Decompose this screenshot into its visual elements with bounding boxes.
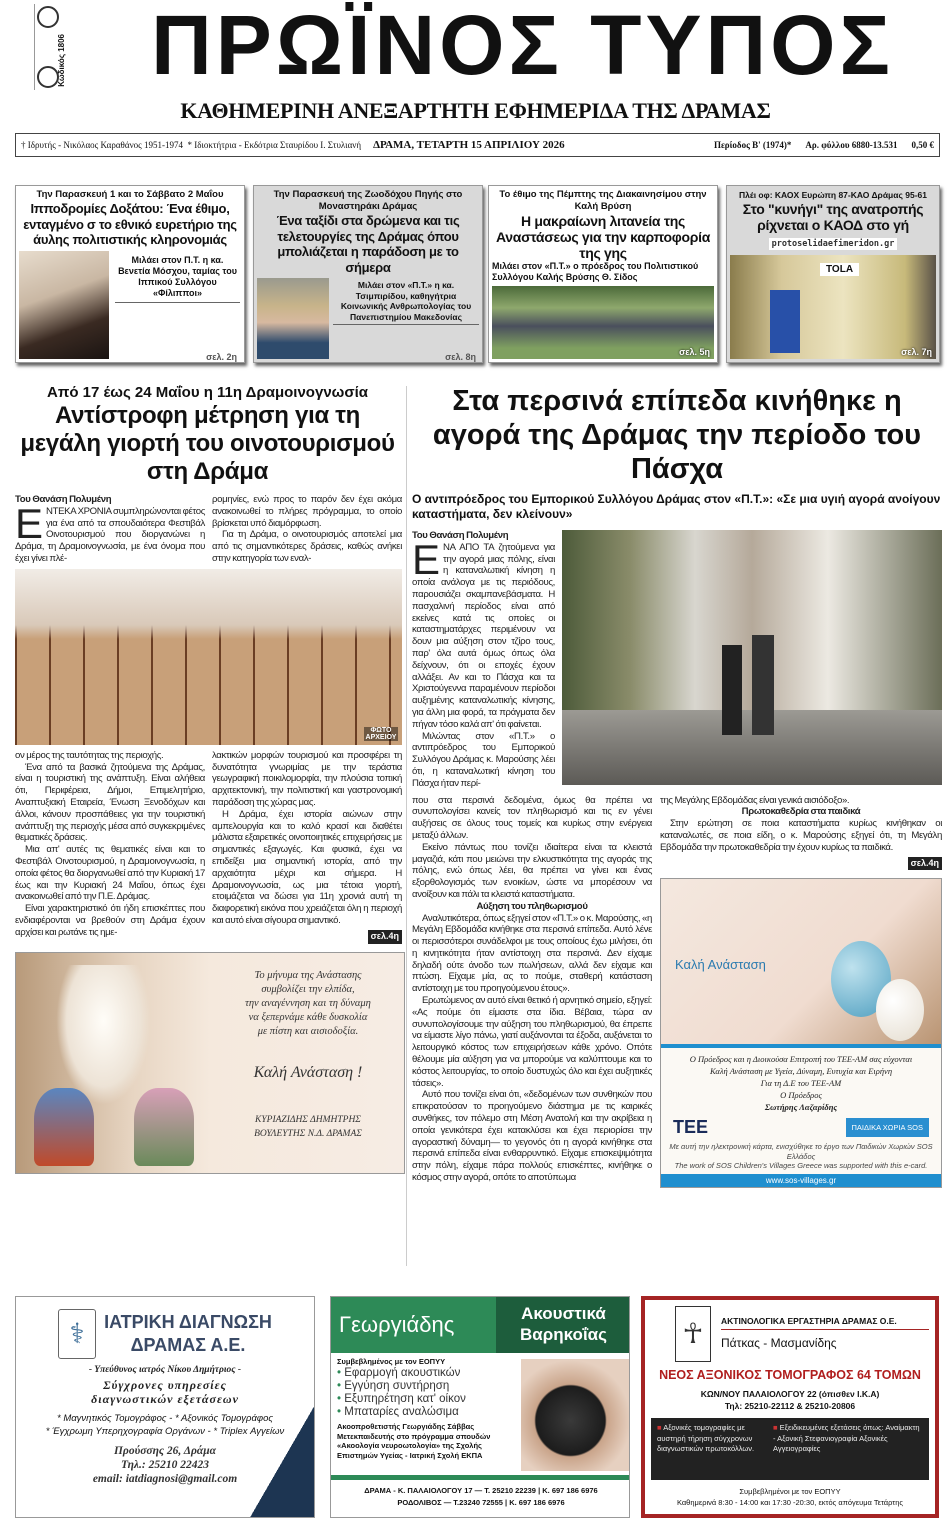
wine-article: [10, 384, 405, 1174]
resurrection-icon-image: [56, 965, 151, 1105]
photo-credit: ΦΩΤΟ ΑΡΧΕΙΟΥ: [365, 726, 397, 741]
ad-text: Καλή Ανάσταση με Υγεία, Δύναμη, Ευτυχία και Ειρήνη: [709, 1066, 893, 1077]
paragraph: Είναι χαρακτηριστικό ότι ήδη επισκέπτες που ενδιαφέρονται να βρεθούν στη Δράμα έχουν αρχίσει και ρωτάνε τις ημε-: [15, 903, 205, 938]
teaser-kaod[interactable]: [726, 185, 940, 363]
ad-phone: Τηλ: 25210-22112 & 25210-20806: [724, 1401, 856, 1411]
teaser-kicker: Πλέι οφ: ΚΑΟΧ Ευρώπη 87-ΚΑΟ Δράμας 95-61: [739, 190, 927, 200]
card-line: να ξεπερνάμε κάθε δυσκολία: [248, 1011, 368, 1023]
paragraph: Αυτό που τονίζει είναι ότι, «δεδομένων των συνθηκών που επικρατούσαν το προηγούμενο διάστημα με τις καιρικές συνθήκες, τον πόλεμο στη Μέση Ανατολή και την ακρίβεια η οποία γενικότερα έχει κατακλύσει και έχει περιορίσει την αγοραστική δύναμη— το γεγονός ότι η αγορά κινήθηκε στα περσινά επίπεδα είναι ενθαρρυντικό. Είχαμε επισκεψιμότητα στην πόλη, είχαμε πάρα πολλούς επισκέπτες, κινήθηκε ο κόσμος στην αγορά, οπότε το αποτύπωμα: [412, 1089, 652, 1184]
teaser-page: σελ. 8η: [445, 352, 476, 362]
paragraph: της Μεγάλης Εβδομάδας είναι γενικά αισιόδοξο».: [660, 794, 850, 806]
paragraph: ΝΤΕΚΑ ΧΡΟΝΙΑ συμπληρώνονται φέτος για ένα από τα σπουδαιότερα Φεστιβάλ Οινοτουρισμού που διοργανώνει η Δράμα, τη Δραμοινογνωσία, με ένα όνομα που έχει γίνει πλέ-: [15, 505, 205, 564]
paragraph: Εκείνο πάντως που τονίζει ιδιαίτερα είναι τα κλειστά μαγαζιά, κάτι που μειώνει την ελκυστικότητα της αγοράς της πόλης, ενώ όπως λέει, θα πρέπει να γίνει και ένας εξορθολογισμός των ενοικίων, ώστε να μπορέσουν να ανοίξουν και πάλι τα κλειστά καταστήματα.: [412, 841, 652, 900]
ad-text: Συμβεβλημένος με τον ΕΟΠΥΥ: [337, 1357, 446, 1366]
wine-barrels-photo: [15, 569, 402, 745]
iatriki-diagnosi-ad: [15, 1296, 315, 1518]
ad-email: email: iatdiagnosi@gmail.com: [92, 1473, 238, 1485]
fine-print: Με αυτή την ηλεκτρονική κάρτα, ενισχύθηκε το έργο των Παιδικών Χωριών SOS Ελλάδος: [669, 1142, 933, 1161]
teaser-photo: [257, 278, 329, 359]
market-article: [412, 384, 942, 1188]
market-street-photo: [562, 530, 942, 785]
ad-text: Σύγχρονες υπηρεσίες: [103, 1378, 227, 1392]
newspaper-title: ΠΡΩΪΝΟΣ ΤΥΠΟΣ: [151, 0, 894, 92]
wine-article-col2: [212, 750, 402, 944]
founder: † Ιδρυτής - Νικόλαος Καραθάνος 1951-1974: [21, 140, 183, 150]
teaser-hippodromes[interactable]: [15, 185, 245, 363]
wine-article-col1-top: [15, 494, 205, 565]
paragraph: Η Δράμα, έχει ιστορία αιώνων στην αμπελουργία και το καλό κρασί και διαθέτει μάλιστα εξαιρετικές οινοποιητικές επιχειρήσεις με σημαντικές εξαγωγές. Και φυσικά, έχει να επιδείξει μια σημαντική ιστορία, από την αρχαιότητα μέχρι και σήμερα. Η Δραμοινογνωσία, ως μια τέτοια γιορτή, ετοιμάζεται να δώσει για 11η χρονιά αυτή τη διαφορετική εικόνα που χρειάζεται όλη η περιοχή και αυτό είναι σίγουρα σημαντικό.: [212, 808, 402, 926]
subsection-heading: Αύξηση του πληθωρισμού: [476, 900, 588, 912]
teaser-sub: Μιλάει στον «Π.Τ.» η κα. Τσιμπιρίδου, καθηγήτρια Κοινωνικής Ανθρωπολογίας του Πανεπιστημίου Μακεδονίας: [333, 280, 479, 325]
stamp-emblem-icon: [37, 6, 59, 28]
subsection-heading: Πρωτοκαθεδρία στα παιδικά: [741, 806, 861, 818]
ad-text: * Έγχρωμη Υπερηχογραφία Οργάνων - * Triplex Αγγείων: [45, 1426, 285, 1437]
teaser-headline: Ένα ταξίδι στα δρώμενα και τις τελετουργίες της Δράμας όπου μπολιάζεται η παράδοση με το σήμερα: [276, 213, 460, 275]
watermark: protoselidaefimeridon.gr: [769, 238, 898, 250]
paragraph: Στην ερώτηση σε ποια καταστήματα κυρίως κινήθηκαν οι καταναλωτές, σε ποια είδη, ο κ. Μαρούσης εξηγεί ότι, τη Μεγάλη Εβδομάδα την πρωτοκαθεδρία την έχουν κυρίως τα παιδικά.: [660, 818, 942, 853]
issue-date: ΔΡΑΜΑ, ΤΕΤΑΡΤΗ 15 ΑΠΡΙΛΙΟΥ 2026: [373, 139, 565, 151]
teaser-sub: Μιλάει στον «Π.Τ.» ο πρόεδρος του Πολιτιστικού Συλλόγου Καλής Βρύσης Θ. Σίδος: [492, 261, 699, 282]
teaser-headline: Ιπποδρομίες Δοξάτου: Ένα έθιμο, ενταγμένο σ το εθνικό ευρετήριο της άυλης πολιτιστικής κληρονομιάς: [23, 201, 237, 247]
teaser-photo: [730, 255, 936, 359]
ad-address: ΔΡΑΜΑ - Κ. ΠΑΛΑΙΟΛΟΓΟΥ 17 — Τ. 25210 22239 | Κ. 697 186 6976: [364, 1486, 598, 1495]
teaser-headline: Στο "κυνήγι" της ανατροπής ρίχνεται ο ΚΑΟΔ στο γή: [742, 201, 924, 233]
newspaper-subtitle: ΚΑΘΗΜΕΡΙΝΗ ΑΝΕΞΑΡΤΗΤΗ ΕΦΗΜΕΡΙΔΑ ΤΗΣ ΔΡΑΜΑΣ: [180, 98, 771, 123]
hearing-aid-photo: [521, 1359, 630, 1471]
paragraph: ον μέρος της ταυτότητας της περιοχής.: [15, 749, 164, 761]
ad-address: ΡΟΔΟΛΙΒΟΣ — Τ.23240 72555 | Κ. 697 186 6976: [397, 1498, 565, 1507]
market-article-headline: Στα περσινά επίπεδα κινήθηκε η αγορά της Δράμας την περίοδο του Πάσχα: [432, 385, 922, 485]
teaser-kicker: Το έθιμο της Πέμπτης της Διακαινησίμου στην Καλή Βρύση: [499, 189, 707, 212]
teaser-kicker: Την Παρασκευή 1 και το Σάββατο 2 Μαΐου: [36, 189, 224, 200]
paragraph: που στα περσινά δεδομένα, όμως θα πρέπει να συνυπολογίσει κανείς τον πληθωρισμό και τις εν γένει αυξήσεις σε όλους τους τομείς και κυρίως στην ενέργεια μεταξύ άλλων.: [412, 794, 652, 841]
ad-brand: ΔΡΑΜΑΣ Α.Ε.: [130, 1335, 246, 1355]
ad-text: Ακοοπροθετιστής Γεωργιάδης Σάββας Μετεκπαιδευτής στο πρόγραμμα σπουδών «Ακοολογία νευροωτολογία» της Σχολής Επιστημών Υγείας - Ιατρική Σχολή ΕΚΠΑ: [337, 1422, 491, 1460]
paragraph: Για τη Δράμα, ο οινοτουρισμός αποτελεί μια από τις σημαντικότερες δράσεις, καθώς ανήκει στην κατηγορία των εναλ-: [212, 529, 402, 564]
teaser-kali-vrysi[interactable]: [488, 185, 718, 363]
card-line: Το μήνυμα της Ανάστασης: [254, 969, 362, 981]
paragraph: Αναλυτικότερα, όπως εξηγεί στον «Π.Τ.» ο κ. Μαρούσης, «η Μεγάλη Εβδομάδα κινήθηκε στα περσινά επίπεδα. Αυτό λένε οι περισσότεροι συνάδελφοι με τους οποίους έχω μιλήσει, ότι η κινητικότητα ήταν αντίστοιχη στα περσινά. Δεν είχαμε δηλαδή ούτε άνοδο των πωλήσεων, αλλά δεν είχαμε και πτώση. Είχαμε μία, ας το πούμε, σταθερή κατάσταση αντίστοιχη με του προηγούμενου έτους».: [412, 912, 652, 995]
card-signature-title: ΒΟΥΛΕΥΤΗΣ Ν.Δ. ΔΡΑΜΑΣ: [254, 1128, 362, 1139]
sponsor-banner: TOLA: [820, 263, 859, 276]
continued-page-link[interactable]: σελ.4η: [908, 857, 942, 871]
column-divider: [406, 386, 407, 1266]
market-article-subhead: Ο αντιπρόεδρος του Εμπορικού Συλλόγου Δράμας στον «Π.Τ.»: «Σε μια υγιή αγορά ανοίγουν καταστήματα, δεν κλείνουν»: [412, 492, 941, 521]
market-article-col1: [412, 530, 555, 790]
ad-list-item: • Εφαρμογή ακουστικών: [337, 1367, 461, 1379]
greeting: Καλή Ανάσταση: [675, 957, 766, 973]
ad-title: Ακουστικά: [521, 1304, 606, 1323]
ad-text: Συμβεβλημένοι με τον ΕΟΠΥΥ: [739, 1487, 841, 1496]
teaser-page: σελ. 5η: [679, 347, 710, 357]
info-bar: [15, 133, 940, 157]
ad-address: ΚΩΝ/ΝΟΥ ΠΑΛΑΙΟΛΟΓΟΥ 22 (όπισθεν Ι.Κ.Α): [700, 1389, 880, 1399]
ad-text: - Υπεύθυνος ιατρός Νίκου Δημήτριος -: [88, 1365, 242, 1375]
ad-brand: Γεωργιάδης: [339, 1312, 455, 1337]
card-line: με πίστη και αισιοδοξία.: [257, 1025, 359, 1037]
ad-headline: ΝΕΟΣ ΑΞΟΝΙΚΟΣ ΤΟΜΟΓΡΑΦΟΣ 64 ΤΟΜΩΝ: [659, 1368, 921, 1382]
article-kicker: Από 17 έως 24 Μαΐου η 11η Δραμοινογνωσία: [47, 384, 368, 401]
teaser-page: σελ. 2η: [206, 352, 237, 362]
player-shape: [770, 290, 800, 353]
teaser-photo: [492, 286, 714, 359]
teaser-monastiraki[interactable]: [253, 185, 483, 363]
stamp-code: Κωδικός 1806: [57, 34, 66, 87]
ad-feature: ■ Εξειδικευμένες εξετάσεις όπως: Αναίμακτη - Αξονική Στεφανιογραφία Αξονικές Αγγειογραφίες: [773, 1423, 920, 1453]
ad-text: Για τη Δ.Ε του ΤΕΕ-ΑΜ: [760, 1078, 842, 1089]
paragraph: ΝΑ ΑΠΟ ΤΑ ζητούμενα για την αγορά μιας πόλης, είναι η καταναλωτική κίνηση η οποία ανάλογα με τις περιόδους, παρουσιάζει σκαμπανεβάσματα. Η πασχαλινή περίοδος είναι από εκείνες κατά τις οποίες οι καταστηματάρχες περιμένουν να δουν μια αύξηση στον τζίρο τους, παρ' όλα αυτά όμως όπως όλα δείχνουν, ότι οι εποχές έχουν αλλάξει. Αν και το Πάσχα και τα Χριστούγεννα παραμένουν περίοδοι αυξημένης καταναλωτικής κίνησης, για άλλη μια φορά, τα πράγματα δεν πήγαν τόσο καλά απ' ότι φαίνεται.: [412, 541, 555, 730]
ad-owners: Πάτκας - Μασμανίδης: [721, 1336, 837, 1350]
paragraph: λακτικών μορφών τουρισμού και προσφέρει τη δυνατότητα γνωριμίας με την τεράστια γεωγραφική ποικιλομορφία, την πλούσια τοπική αρχιτεκτονική, την πολιτιστική και γαστρονομική παράδοση της χώρας μας.: [212, 749, 402, 808]
aktinologika-ad: [641, 1296, 939, 1518]
paragraph: Ερωτώμενος αν αυτό είναι θετικό ή αρνητικό σημείο, εξηγεί: «Ας πούμε ότι είμαστε στα ίδια. Βέβαια, τώρα αν συνυπολογίσουμε την αύξηση του πληθωρισμού, θα έπρεπε να είμαστε λίγο πάνω, γιατί αυξάνονται τα έξοδα, αυξάνεται το λειτουργικό κόστος των επιχειρήσεων κάθε χρόνο. Οπότε θέλουμε μία αύξηση για να μπορούμε να καλύπτουμε και το κόστος λειτουργίας, το οποίο δυστυχώς όλο και έχει αυξητικές τάσεις».: [412, 995, 652, 1089]
teaser-sub: Μιλάει στον Π.Τ. η κα. Βενετία Μόσχου, ταμίας του Ιππικού Συλλόγου «Φίλιπποι»: [115, 255, 240, 303]
owner: * Ιδιοκτήτρια - Εκδότρια Σταυρίδου Ι. Στυλιανή: [187, 140, 362, 150]
teaser-page: σελ. 7η: [901, 347, 932, 357]
postmark-icon: [37, 66, 59, 88]
postal-stamp-logo: [34, 4, 84, 90]
ad-feature: ■ Αξονικές τομογραφίες με αυστηρή τήρηση σύγχρονων διαγνωστικών πρωτοκόλλων.: [657, 1423, 755, 1453]
angel-right-image: [134, 1088, 194, 1166]
card-wish: Καλή Ανάσταση !: [253, 1063, 363, 1081]
paragraph: ρομηνίες, ενώ προς το παρόν δεν έχει ακόμα ανακοινωθεί το πλήρες πρόγραμμα, το οποίο βρίσκεται υπό διαμόρφωση.: [212, 494, 402, 529]
paragraph: Μιλώντας στον «Π.Τ.» ο αντιπρόεδρος του Εμπορικού Συλλόγου Δράμας κ. Μαρούσης λέει ότι, η καταναλωτική κίνηση του Πάσχα ήταν περί-: [412, 730, 555, 789]
continued-page-link[interactable]: σελ.4η: [368, 930, 402, 944]
tee-easter-ad: [660, 878, 942, 1188]
ad-text: Ο Πρόεδρος: [780, 1090, 822, 1101]
tee-logo: ΤΕΕ: [673, 1117, 709, 1138]
byline: Του Θανάση Πολυμένη: [15, 494, 112, 505]
signature: Σωτήρης Λαζαρίδης: [764, 1102, 838, 1113]
fine-print: The work of SOS Children's Villages Greece was supported with this e-card.: [674, 1161, 928, 1171]
ad-brand: ΙΑΤΡΙΚΗ ΔΙΑΓΝΩΣΗ: [104, 1312, 272, 1332]
ad-brand: ΑΚΤΙΝΟΛΟΓΙΚΑ ΕΡΓΑΣΤΗΡΙΑ ΔΡΑΜΑΣ Ο.Ε.: [721, 1316, 929, 1330]
teaser-headline: Η μακραίωνη λιτανεία της Αναστάσεως για την καρποφορία της γης: [495, 213, 710, 261]
ad-text: Ο Πρόεδρος και η Διοικούσα Επιτροπή του ΤΕΕ-ΑΜ σας εύχονται: [689, 1054, 913, 1065]
ad-hours: Καθημερινά 8:30 - 14:00 και 17:30 -20:30, εκτός απόγευμα Τετάρτης: [676, 1498, 904, 1507]
drop-cap: Ε: [412, 535, 441, 583]
ad-list-item: • Εγγύηση συντήρηση: [337, 1380, 450, 1392]
wine-article-col2-top: [212, 494, 402, 565]
period: Περίοδος Β' (1974)*: [713, 140, 792, 150]
paragraph: Μια απ' αυτές τις θεματικές είναι και το Φεστιβάλ Οινοτουρισμού, η Δραμοινογνωσία, η οποία φέτος θα διοργανωθεί από την Κυριακή 17 έως και την Κυριακή 24 Μαΐου, όπως έχει ανακοινωθεί από την Π.Ε. Δράμας.: [15, 844, 205, 903]
market-article-col3: [660, 795, 942, 871]
paragraph: Ένα από τα βασικά ζητούμενα της Δράμας, είναι η τουριστική της ανάπτυξη. Είναι αλήθεια ότι, Περιφέρεια, Δήμοι, Επιμελητήριο, Αναπτυξιακή Εταιρεία, Ένωση Ξενοδόχων και άλλοι, κάνουν προσπάθειες για την τουριστική ανάπτυξη της περιοχής μέσα από συγκεκριμένες θεματικές δράσεις.: [15, 761, 205, 844]
card-signature: ΚΥΡΙΑΖΙΔΗΣ ΔΗΜΗΤΡΗΣ: [255, 1114, 361, 1125]
georgiadis-hearing-ad: [330, 1296, 630, 1518]
ad-list-item: • Εξυπηρέτηση κατ' οίκον: [337, 1393, 466, 1405]
easter-eggs-image: [661, 879, 941, 1044]
teaser-photo: [19, 251, 109, 360]
caduceus-icon: ⚕: [58, 1309, 96, 1359]
sos-url[interactable]: www.sos-villages.gr: [661, 1174, 941, 1187]
card-line: την αναγέννηση και τη δύναμη: [245, 997, 371, 1009]
issue-number: Αρ. φύλλου 6880-13.531: [805, 140, 898, 150]
sos-villages-logo: ΠΑΙΔΙΚΑ ΧΩΡΙΑ SOS: [846, 1118, 929, 1137]
body-scan-logo-icon: ☥: [675, 1306, 711, 1362]
byline: Του Θανάση Πολυμένη: [412, 530, 509, 541]
ad-phone: Τηλ.: 25210 22423: [121, 1459, 209, 1471]
ad-list-item: • Μπαταρίες αναλώσιμα: [337, 1406, 459, 1418]
ad-address: Προύσσης 26, Δράμα: [113, 1445, 217, 1457]
teaser-kicker: Την Παρασκευή της Ζωοδόχου Πηγής στο Μοναστηράκι Δράμας: [273, 189, 463, 212]
ad-text: διαγνωστικών εξετάσεων: [91, 1392, 239, 1406]
angel-left-image: [34, 1088, 94, 1166]
ad-title: Βαρηκοΐας: [520, 1325, 607, 1344]
wine-article-col1: [15, 750, 205, 944]
article-headline: Αντίστροφη μέτρηση για τη μεγάλη γιορτή του οινοτουρισμού στη Δράμα: [20, 402, 395, 485]
price: 0,50 €: [911, 140, 934, 150]
easter-greeting-card: [15, 952, 405, 1174]
ad-text: * Μαγνητικός Τομογράφος - * Αξονικός Τομογράφος: [57, 1413, 273, 1424]
drop-cap: Ε: [15, 499, 44, 547]
egg-icon: [876, 979, 924, 1041]
card-line: συμβολίζει την ελπίδα,: [261, 983, 355, 995]
market-article-col2: [412, 795, 652, 1184]
